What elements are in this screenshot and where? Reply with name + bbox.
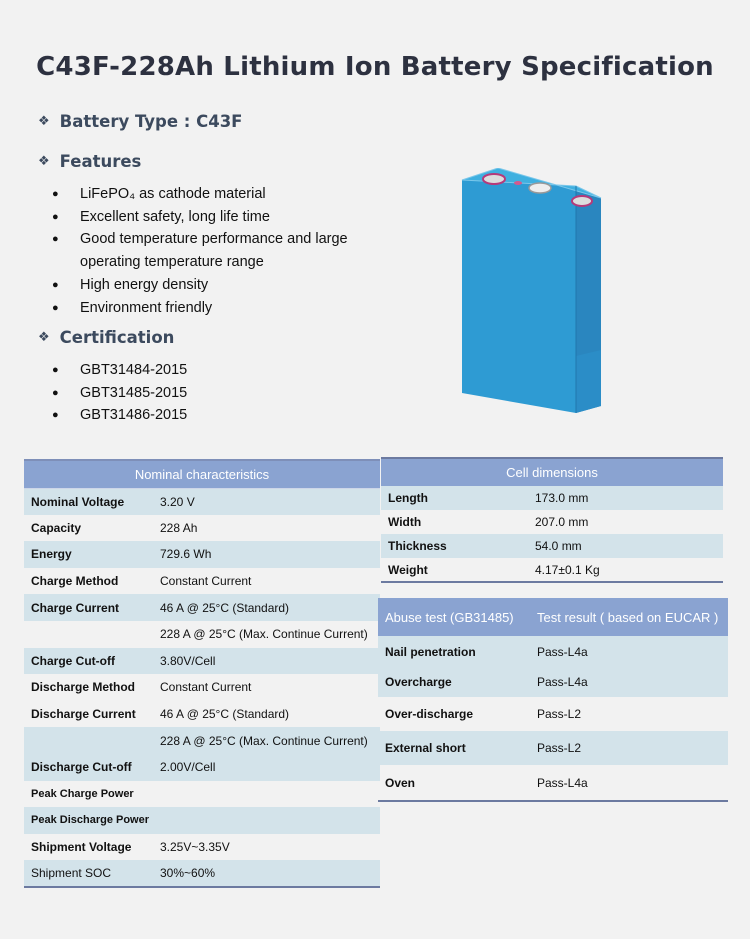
certification-title: Certification [59,328,175,347]
row-label: Thickness [381,534,528,558]
certification-heading [38,328,174,347]
row-value: Pass-L4a [530,765,728,801]
row-value: Pass-L4a [530,636,728,667]
table-row [378,697,728,731]
table-row [24,727,380,754]
abuse-test-header: Abuse test (GB31485) [378,598,530,636]
list-item [52,359,187,382]
abuse-test-table [378,598,728,802]
row-label: Shipment Voltage [31,840,132,855]
cert-text: GBT31485-2015 [80,384,188,401]
table-row [24,754,380,781]
row-label: Length [381,486,528,510]
table-row [378,667,728,697]
round-bullet-icon: ● [52,386,59,399]
list-item [52,382,187,405]
row-label: Energy [24,541,153,568]
table-row [24,834,380,861]
round-bullet-icon: ● [52,188,59,200]
row-value: 3.25V~3.35V [160,840,230,855]
feature-text: High energy density [80,276,209,293]
row-value: 30%~60% [153,860,380,887]
feature-text: Good temperature performance and large operating temperature range [80,231,348,271]
table-row [24,648,380,675]
row-label: Charge Current [24,594,153,621]
row-value: 228 Ah [160,520,198,535]
row-label: Nail penetration [378,636,530,667]
table-row [24,594,380,621]
table-row [24,701,380,728]
row-value: Pass-L2 [530,731,728,765]
features-heading [38,152,141,171]
row-label: Capacity [31,520,82,535]
row-label: Peak Discharge Power [24,807,153,834]
test-result-header: Test result ( based on EUCAR ) [530,598,728,636]
round-bullet-icon: ● [52,210,59,223]
row-value: 2.00V/Cell [153,754,380,781]
cell-dimensions-table [381,457,723,583]
table-row [24,541,380,568]
row-value: 3.20 V [153,488,380,515]
diamond-bullet-icon: ❖ [38,330,50,345]
row-label: Discharge Method [31,680,136,695]
round-bullet-icon: ● [52,301,59,314]
round-bullet-icon: ● [52,278,59,291]
list-item [52,206,410,229]
row-label: Peak Charge Power [31,787,134,800]
table-row [381,558,723,582]
row-value [153,781,380,808]
feature-text: Excellent safety, long life time [80,208,270,225]
row-label: Discharge Current [31,707,136,722]
row-value: 54.0 mm [528,534,723,558]
table-row [381,486,723,510]
row-label [24,727,153,754]
table-row [378,636,728,667]
features-list [52,183,410,319]
row-value: 729.6 Wh [153,541,380,568]
row-label: Overcharge [378,667,530,697]
row-value: Pass-L2 [537,707,582,721]
feature-text: LiFePO₄ as cathode material [80,186,266,202]
row-label: External short [378,731,530,765]
table-row [378,731,728,765]
nominal-table-header: Nominal characteristics [24,460,380,488]
list-item [52,297,410,320]
row-label [24,621,153,648]
row-value: 46 A @ 25°C (Standard) [153,594,380,621]
battery-type-label: Battery Type : C43F [59,112,243,131]
row-value: Constant Current [160,680,252,695]
row-value [153,807,380,834]
table-row [24,807,380,834]
row-value: 3.80V/Cell [153,648,380,675]
row-label: Width [388,515,422,529]
list-item [52,183,410,206]
row-label: Weight [381,558,528,582]
features-title: Features [59,152,142,171]
table-row [24,860,380,887]
table-row [24,674,380,701]
table-row [24,568,380,595]
row-value: 4.17±0.1 Kg [528,558,723,582]
cert-text: GBT31484-2015 [80,362,188,378]
row-label: Charge Method [31,574,119,589]
list-item [52,404,187,427]
row-value: 228 A @ 25°C (Max. Continue Current) [160,627,368,642]
row-value: 228 A @ 25°C (Max. Continue Current) [153,727,380,754]
row-value: 207.0 mm [535,515,589,529]
list-item [52,274,410,297]
row-label: Charge Cut-off [24,648,153,675]
row-value: Constant Current [160,574,252,589]
cert-text: GBT31486-2015 [80,407,188,424]
diamond-bullet-icon: ❖ [38,114,50,129]
round-bullet-icon: ● [52,364,59,376]
battery-type-heading [38,112,242,131]
table-row [24,515,380,542]
row-label: Nominal Voltage [24,488,153,515]
nominal-characteristics-table [24,459,380,888]
battery-cell-image [458,168,618,416]
diamond-bullet-icon: ❖ [38,154,50,169]
table-row [24,488,380,515]
row-label: Over-discharge [385,707,474,721]
list-item [52,228,410,273]
row-label: Oven [378,765,530,801]
page-title: C43F-228Ah Lithium Ion Battery Specification [36,52,714,82]
table-row [24,621,380,648]
dimensions-table-header: Cell dimensions [381,458,723,486]
row-label: Discharge Cut-off [24,754,153,781]
row-value: Pass-L4a [530,667,728,697]
row-label: Shipment SOC [24,860,153,887]
feature-text: Environment friendly [80,299,213,316]
table-row [381,510,723,534]
round-bullet-icon: ● [52,233,59,246]
row-value: 46 A @ 25°C (Standard) [160,707,290,722]
table-row [378,765,728,801]
round-bullet-icon: ● [52,409,59,422]
certification-list [52,359,187,427]
row-value: 173.0 mm [528,486,723,510]
table-row [24,781,380,808]
table-row [381,534,723,558]
